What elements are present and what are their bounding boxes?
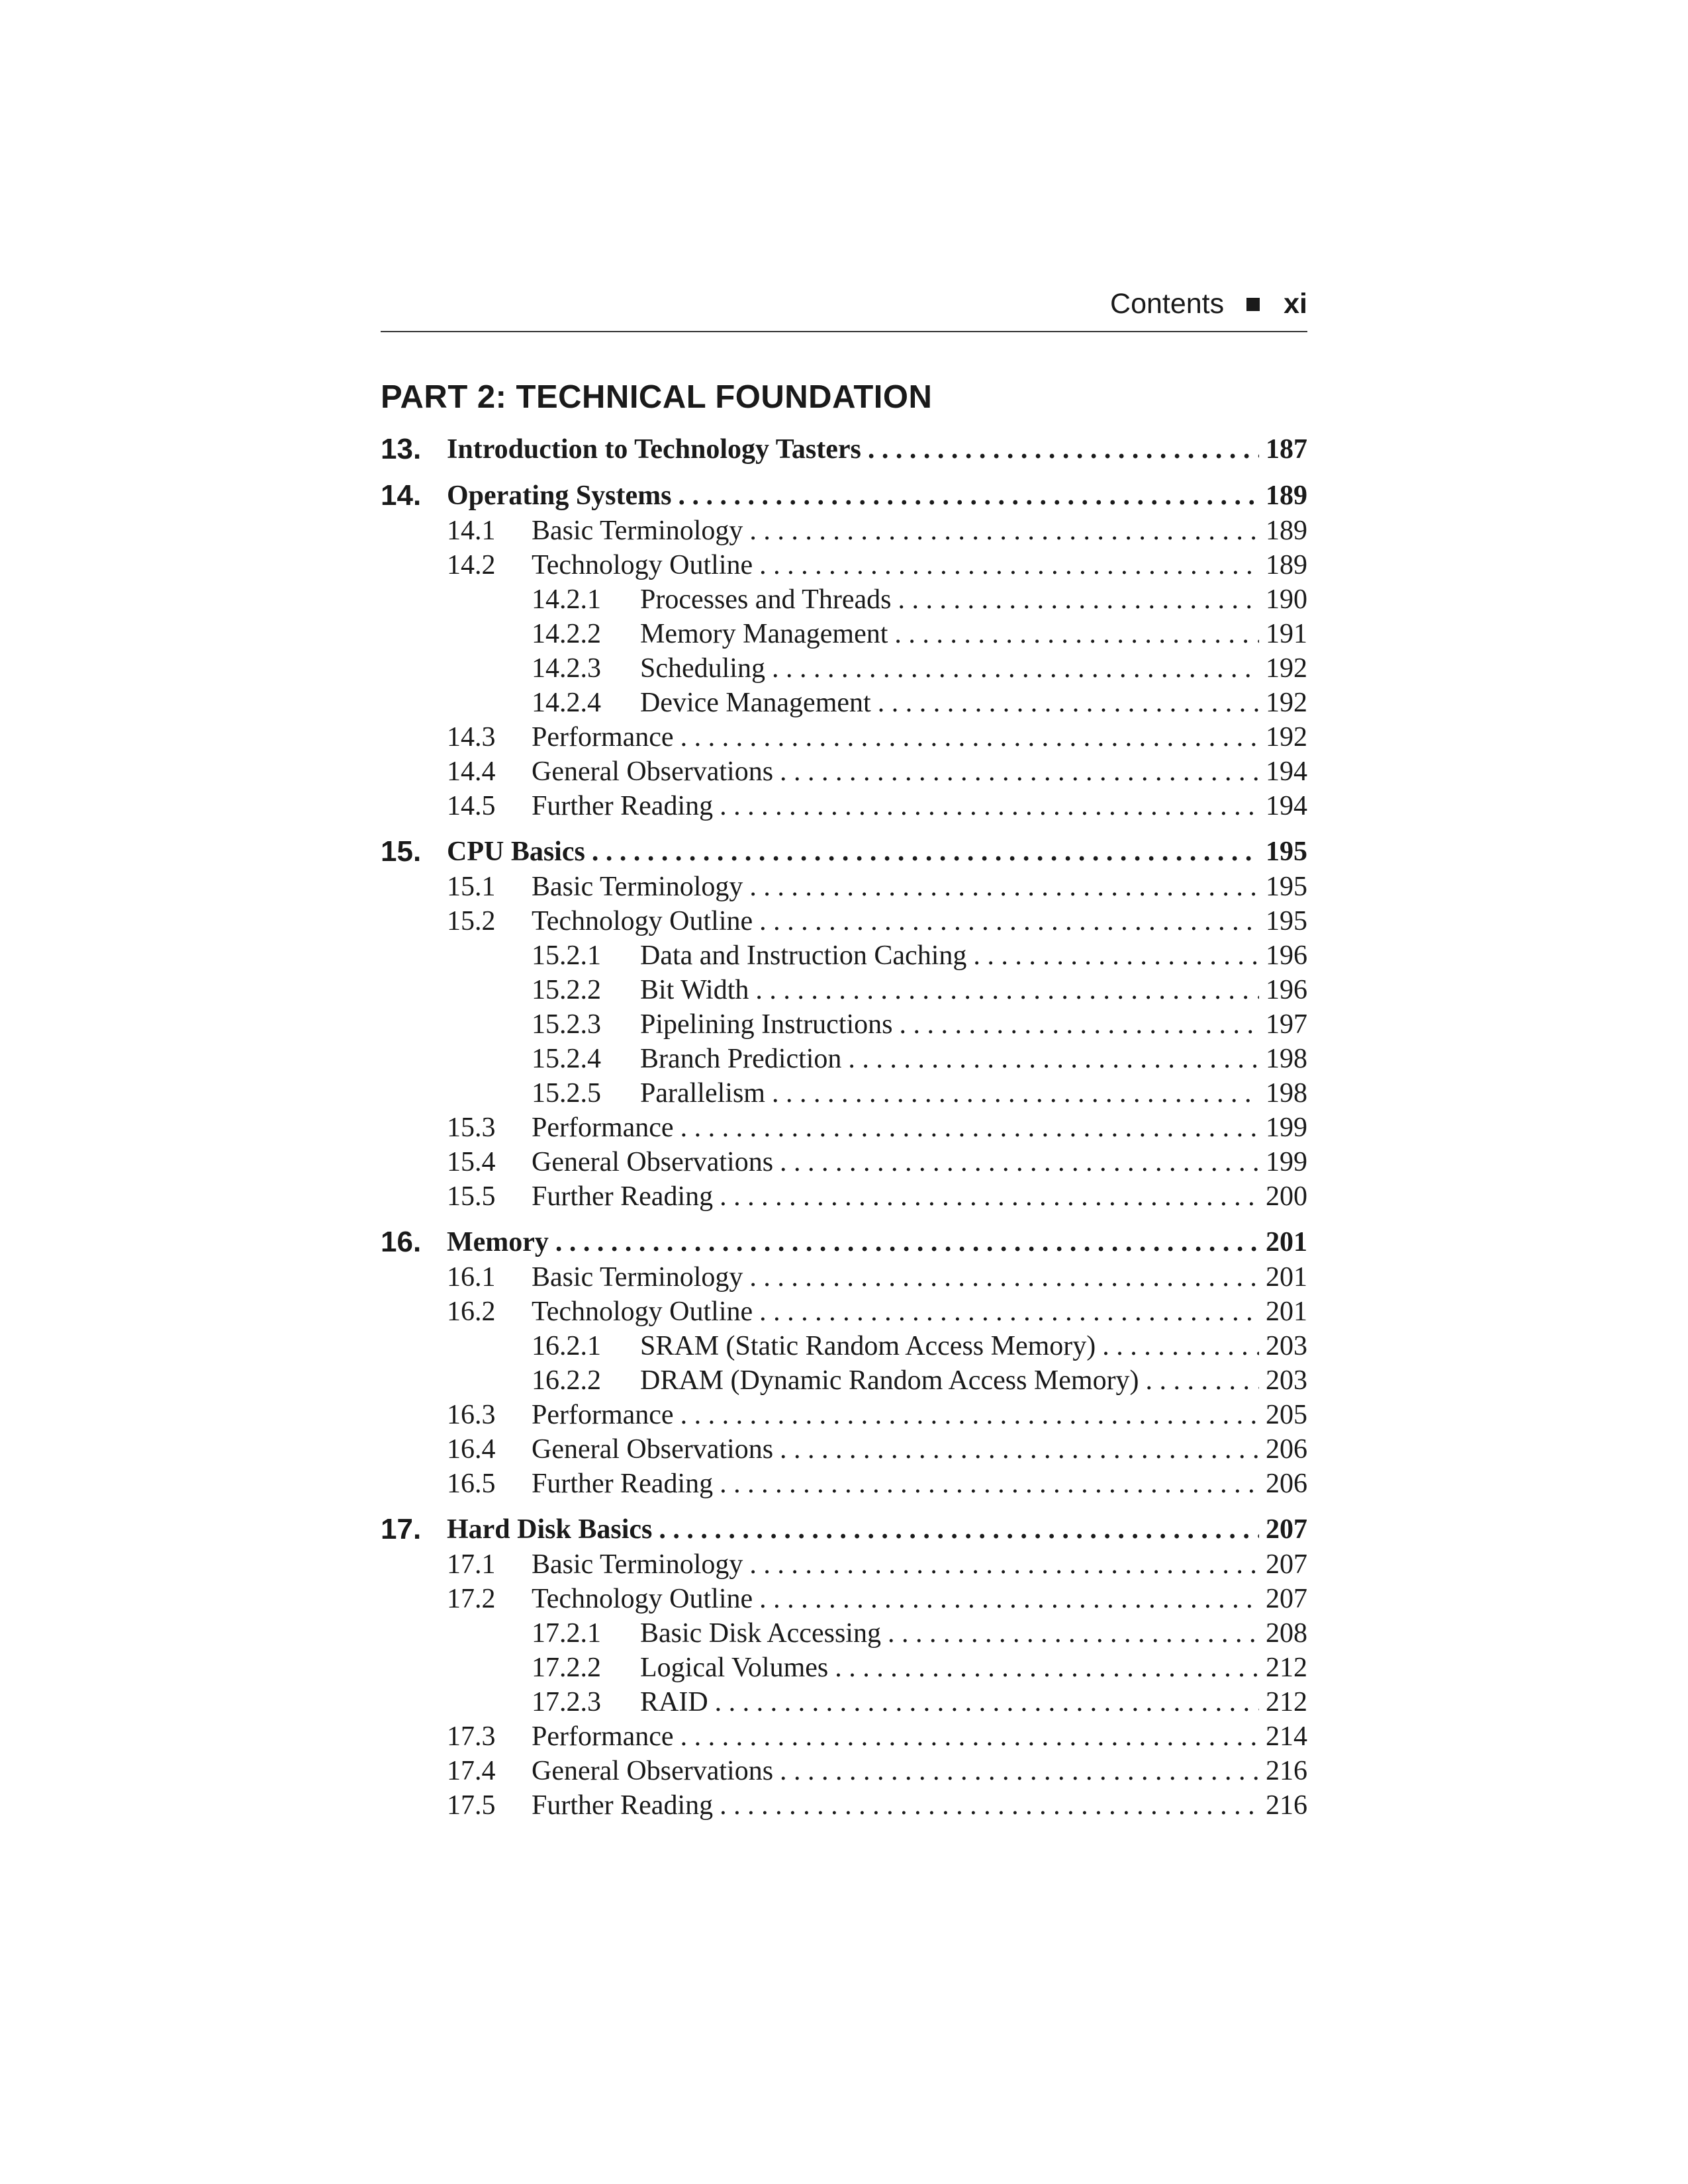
subsection-entry[interactable] <box>381 1076 1307 1111</box>
dot-leader <box>900 1007 1260 1042</box>
dot-leader <box>680 720 1259 754</box>
entry-number: 15.2.5 <box>532 1078 601 1109</box>
entry-body <box>447 1224 1307 1260</box>
entry-title: Parallelism <box>640 1076 772 1111</box>
entry-number: 17.5 <box>447 1790 496 1821</box>
dot-leader <box>680 1398 1259 1432</box>
entry-number: 17.2.2 <box>532 1653 601 1683</box>
entry-title: Performance <box>532 1398 680 1432</box>
entry-body <box>640 1042 1307 1076</box>
entry-title: Introduction to Technology Tasters <box>447 432 868 467</box>
entry-body <box>640 1685 1307 1719</box>
section-entry[interactable] <box>381 870 1307 904</box>
entry-number: 17.2 <box>447 1584 496 1614</box>
entry-number: 16. <box>381 1226 422 1258</box>
dot-leader <box>835 1651 1259 1685</box>
entry-page-number: 200 <box>1259 1179 1307 1214</box>
entry-body <box>532 548 1307 582</box>
chapter-entry[interactable] <box>381 478 1307 514</box>
entry-page-number: 190 <box>1259 582 1307 617</box>
entry-page-number: 198 <box>1259 1076 1307 1111</box>
section-entry[interactable] <box>381 1260 1307 1295</box>
entry-body <box>640 1651 1307 1685</box>
dot-leader <box>749 870 1259 904</box>
entry-page-number: 189 <box>1259 514 1307 548</box>
entry-page-number: 187 <box>1259 432 1307 467</box>
dot-leader <box>715 1685 1259 1719</box>
entry-title: Memory <box>447 1224 555 1260</box>
dot-leader <box>759 1295 1259 1329</box>
entry-body <box>532 1582 1307 1616</box>
entry-page-number: 207 <box>1259 1582 1307 1616</box>
section-entry[interactable] <box>381 1754 1307 1788</box>
entry-body <box>640 582 1307 617</box>
entry-number: 14.2.1 <box>532 584 601 615</box>
entry-page-number: 192 <box>1259 720 1307 754</box>
entry-body <box>532 1260 1307 1295</box>
entry-page-number: 195 <box>1259 870 1307 904</box>
section-entry[interactable] <box>381 1467 1307 1501</box>
entry-body <box>447 834 1307 870</box>
entry-number: 15.2.2 <box>532 975 601 1005</box>
entry-number: 14. <box>381 479 422 512</box>
entry-number: 15.3 <box>447 1113 496 1143</box>
entry-page-number: 192 <box>1259 686 1307 720</box>
entry-title: Memory Management <box>640 617 894 651</box>
entry-page-number: 201 <box>1259 1295 1307 1329</box>
dot-leader <box>848 1042 1259 1076</box>
entry-page-number: 192 <box>1259 651 1307 686</box>
entry-body <box>532 1547 1307 1582</box>
section-entry[interactable] <box>381 1788 1307 1823</box>
entry-page-number: 199 <box>1259 1111 1307 1145</box>
entry-number: 14.4 <box>447 756 496 787</box>
entry-title: Branch Prediction <box>640 1042 848 1076</box>
section-entry[interactable] <box>381 1145 1307 1179</box>
entry-number: 15.4 <box>447 1147 496 1177</box>
dot-leader <box>1146 1363 1259 1398</box>
section-entry[interactable] <box>381 754 1307 789</box>
entry-number: 16.5 <box>447 1469 496 1499</box>
entry-body <box>532 1179 1307 1214</box>
entry-title: Performance <box>532 1111 680 1145</box>
entry-number: 13. <box>381 433 422 465</box>
entry-number: 16.2.1 <box>532 1331 601 1361</box>
entry-body <box>640 1329 1307 1363</box>
entry-title: Technology Outline <box>532 1582 759 1616</box>
entry-number: 16.3 <box>447 1400 496 1430</box>
dot-leader <box>720 789 1259 823</box>
entry-title: Basic Terminology <box>532 514 749 548</box>
entry-page-number: 195 <box>1259 834 1307 870</box>
header-page-number: xi <box>1284 288 1307 320</box>
dot-leader <box>772 1076 1259 1111</box>
entry-number: 15.2.3 <box>532 1009 601 1040</box>
entry-title: Bit Width <box>640 973 755 1007</box>
entry-number: 16.4 <box>447 1434 496 1465</box>
entry-number: 17.2.1 <box>532 1618 601 1649</box>
entry-page-number: 201 <box>1259 1224 1307 1260</box>
entry-page-number: 216 <box>1259 1788 1307 1823</box>
entry-body <box>640 973 1307 1007</box>
entry-body <box>532 1295 1307 1329</box>
entry-number: 16.2 <box>447 1297 496 1327</box>
entry-title: SRAM (Static Random Access Memory) <box>640 1329 1102 1363</box>
dot-leader <box>868 432 1259 467</box>
section-entry[interactable] <box>381 514 1307 548</box>
subsection-entry[interactable] <box>381 1042 1307 1076</box>
entry-page-number: 216 <box>1259 1754 1307 1788</box>
entry-body <box>532 789 1307 823</box>
section-entry[interactable] <box>381 1432 1307 1467</box>
part-title: PART 2: TECHNICAL FOUNDATION <box>381 379 933 415</box>
entry-body <box>640 1363 1307 1398</box>
entry-number: 14.5 <box>447 791 496 821</box>
section-entry[interactable] <box>381 1547 1307 1582</box>
header-right <box>1110 288 1307 320</box>
chapter-entry[interactable] <box>381 432 1307 467</box>
section-entry[interactable] <box>381 1111 1307 1145</box>
entry-body <box>640 686 1307 720</box>
chapter-entry[interactable] <box>381 834 1307 870</box>
entry-body <box>532 1754 1307 1788</box>
dot-leader <box>780 1145 1259 1179</box>
entry-page-number: 207 <box>1259 1547 1307 1582</box>
dot-leader <box>973 938 1259 973</box>
dot-leader <box>679 478 1260 514</box>
entry-title: Scheduling <box>640 651 772 686</box>
dot-leader <box>780 1754 1259 1788</box>
entry-page-number: 191 <box>1259 617 1307 651</box>
entry-body <box>532 870 1307 904</box>
dot-leader <box>592 834 1259 870</box>
section-entry[interactable] <box>381 904 1307 938</box>
entry-number: 16.1 <box>447 1262 496 1293</box>
entry-page-number: 207 <box>1259 1512 1307 1547</box>
entry-title: RAID <box>640 1685 715 1719</box>
dot-leader <box>780 754 1259 789</box>
entry-body <box>640 1616 1307 1651</box>
entry-title: General Observations <box>532 754 780 789</box>
entry-title: Operating Systems <box>447 478 679 514</box>
entry-title: Performance <box>532 720 680 754</box>
subsection-entry[interactable] <box>381 938 1307 973</box>
entry-page-number: 196 <box>1259 938 1307 973</box>
subsection-entry[interactable] <box>381 617 1307 651</box>
entry-page-number: 208 <box>1259 1616 1307 1651</box>
entry-body <box>532 1111 1307 1145</box>
section-entry[interactable] <box>381 720 1307 754</box>
entry-title: Data and Instruction Caching <box>640 938 973 973</box>
entry-page-number: 198 <box>1259 1042 1307 1076</box>
entry-page-number: 212 <box>1259 1685 1307 1719</box>
entry-title: General Observations <box>532 1754 780 1788</box>
chapter-entry[interactable] <box>381 1512 1307 1547</box>
entry-body <box>532 1467 1307 1501</box>
entry-title: General Observations <box>532 1145 780 1179</box>
entry-number: 14.2.4 <box>532 688 601 718</box>
entry-page-number: 194 <box>1259 789 1307 823</box>
entry-page-number: 214 <box>1259 1719 1307 1754</box>
entry-number: 15. <box>381 835 422 868</box>
subsection-entry[interactable] <box>381 686 1307 720</box>
entry-body <box>640 617 1307 651</box>
entry-number: 17.1 <box>447 1549 496 1580</box>
entry-body <box>640 938 1307 973</box>
dot-leader <box>759 904 1259 938</box>
dot-leader <box>555 1224 1259 1260</box>
running-header <box>381 281 1307 332</box>
square-bullet-icon <box>1246 298 1260 311</box>
entry-title: Basic Disk Accessing <box>640 1616 888 1651</box>
dot-leader <box>888 1616 1259 1651</box>
entry-page-number: 205 <box>1259 1398 1307 1432</box>
entry-title: CPU Basics <box>447 834 592 870</box>
entry-title: Hard Disk Basics <box>447 1512 659 1547</box>
dot-leader <box>878 686 1259 720</box>
entry-title: Basic Terminology <box>532 870 749 904</box>
subsection-entry[interactable] <box>381 1616 1307 1651</box>
entry-body <box>532 720 1307 754</box>
subsection-entry[interactable] <box>381 582 1307 617</box>
entry-number: 14.2.3 <box>532 653 601 684</box>
entry-page-number: 197 <box>1259 1007 1307 1042</box>
entry-page-number: 189 <box>1259 478 1307 514</box>
entry-body <box>640 651 1307 686</box>
entry-page-number: 194 <box>1259 754 1307 789</box>
entry-page-number: 199 <box>1259 1145 1307 1179</box>
entry-title: Processes and Threads <box>640 582 898 617</box>
section-entry[interactable] <box>381 1295 1307 1329</box>
entry-body <box>532 1432 1307 1467</box>
section-entry[interactable] <box>381 1179 1307 1214</box>
entry-title: Basic Terminology <box>532 1547 749 1582</box>
entry-title: Further Reading <box>532 1788 720 1823</box>
dot-leader <box>680 1111 1259 1145</box>
entry-number: 14.2.2 <box>532 619 601 649</box>
dot-leader <box>749 514 1259 548</box>
dot-leader <box>720 1467 1259 1501</box>
dot-leader <box>1102 1329 1259 1363</box>
entry-number: 15.2.1 <box>532 940 601 971</box>
entry-title: Technology Outline <box>532 904 759 938</box>
entry-title: General Observations <box>532 1432 780 1467</box>
chapter-block <box>381 1224 1307 1501</box>
dot-leader <box>759 1582 1259 1616</box>
entry-body <box>447 1512 1307 1547</box>
dot-leader <box>749 1260 1259 1295</box>
entry-title: Technology Outline <box>532 548 759 582</box>
entry-page-number: 203 <box>1259 1329 1307 1363</box>
dot-leader <box>659 1512 1259 1547</box>
subsection-entry[interactable] <box>381 1651 1307 1685</box>
entry-body <box>532 1788 1307 1823</box>
entry-number: 15.2 <box>447 906 496 936</box>
table-of-contents <box>381 432 1307 1833</box>
entry-body <box>532 1719 1307 1754</box>
entry-title: Device Management <box>640 686 878 720</box>
entry-number: 15.2.4 <box>532 1044 601 1074</box>
dot-leader <box>680 1719 1259 1754</box>
entry-body <box>532 1145 1307 1179</box>
chapter-entry[interactable] <box>381 1224 1307 1260</box>
entry-page-number: 203 <box>1259 1363 1307 1398</box>
entry-number: 16.2.2 <box>532 1365 601 1396</box>
chapter-block <box>381 432 1307 467</box>
entry-page-number: 206 <box>1259 1467 1307 1501</box>
subsection-entry[interactable] <box>381 651 1307 686</box>
entry-title: Further Reading <box>532 1179 720 1214</box>
entry-body <box>447 478 1307 514</box>
dot-leader <box>894 617 1259 651</box>
entry-page-number: 189 <box>1259 548 1307 582</box>
section-entry[interactable] <box>381 548 1307 582</box>
entry-body <box>532 754 1307 789</box>
section-entry[interactable] <box>381 1582 1307 1616</box>
entry-body <box>640 1076 1307 1111</box>
entry-title: Further Reading <box>532 789 720 823</box>
chapter-block <box>381 1512 1307 1823</box>
entry-title: Logical Volumes <box>640 1651 835 1685</box>
entry-body <box>532 514 1307 548</box>
entry-title: Pipelining Instructions <box>640 1007 900 1042</box>
entry-page-number: 212 <box>1259 1651 1307 1685</box>
subsection-entry[interactable] <box>381 1363 1307 1398</box>
dot-leader <box>780 1432 1259 1467</box>
chapter-block <box>381 834 1307 1214</box>
entry-number: 15.5 <box>447 1181 496 1212</box>
dot-leader <box>759 548 1259 582</box>
subsection-entry[interactable] <box>381 973 1307 1007</box>
entry-body <box>447 432 1307 467</box>
entry-title: Further Reading <box>532 1467 720 1501</box>
entry-title: DRAM (Dynamic Random Access Memory) <box>640 1363 1146 1398</box>
header-section-title: Contents <box>1110 288 1225 320</box>
section-entry[interactable] <box>381 1398 1307 1432</box>
entry-page-number: 196 <box>1259 973 1307 1007</box>
entry-page-number: 206 <box>1259 1432 1307 1467</box>
dot-leader <box>772 651 1259 686</box>
dot-leader <box>720 1179 1259 1214</box>
section-entry[interactable] <box>381 1719 1307 1754</box>
chapter-block <box>381 478 1307 823</box>
entry-number: 17.3 <box>447 1721 496 1752</box>
subsection-entry[interactable] <box>381 1685 1307 1719</box>
entry-number: 17.4 <box>447 1756 496 1786</box>
entry-number: 14.3 <box>447 722 496 752</box>
subsection-entry[interactable] <box>381 1329 1307 1363</box>
entry-body <box>532 1398 1307 1432</box>
entry-number: 17. <box>381 1513 422 1545</box>
entry-title: Technology Outline <box>532 1295 759 1329</box>
entry-title: Basic Terminology <box>532 1260 749 1295</box>
dot-leader <box>898 582 1259 617</box>
entry-number: 15.1 <box>447 872 496 902</box>
entry-number: 17.2.3 <box>532 1687 601 1717</box>
entry-page-number: 201 <box>1259 1260 1307 1295</box>
subsection-entry[interactable] <box>381 1007 1307 1042</box>
entry-number: 14.2 <box>447 550 496 580</box>
entry-title: Performance <box>532 1719 680 1754</box>
entry-body <box>532 904 1307 938</box>
entry-page-number: 195 <box>1259 904 1307 938</box>
entry-body <box>640 1007 1307 1042</box>
dot-leader <box>749 1547 1259 1582</box>
entry-number: 14.1 <box>447 516 496 546</box>
dot-leader <box>755 973 1259 1007</box>
section-entry[interactable] <box>381 789 1307 823</box>
dot-leader <box>720 1788 1259 1823</box>
